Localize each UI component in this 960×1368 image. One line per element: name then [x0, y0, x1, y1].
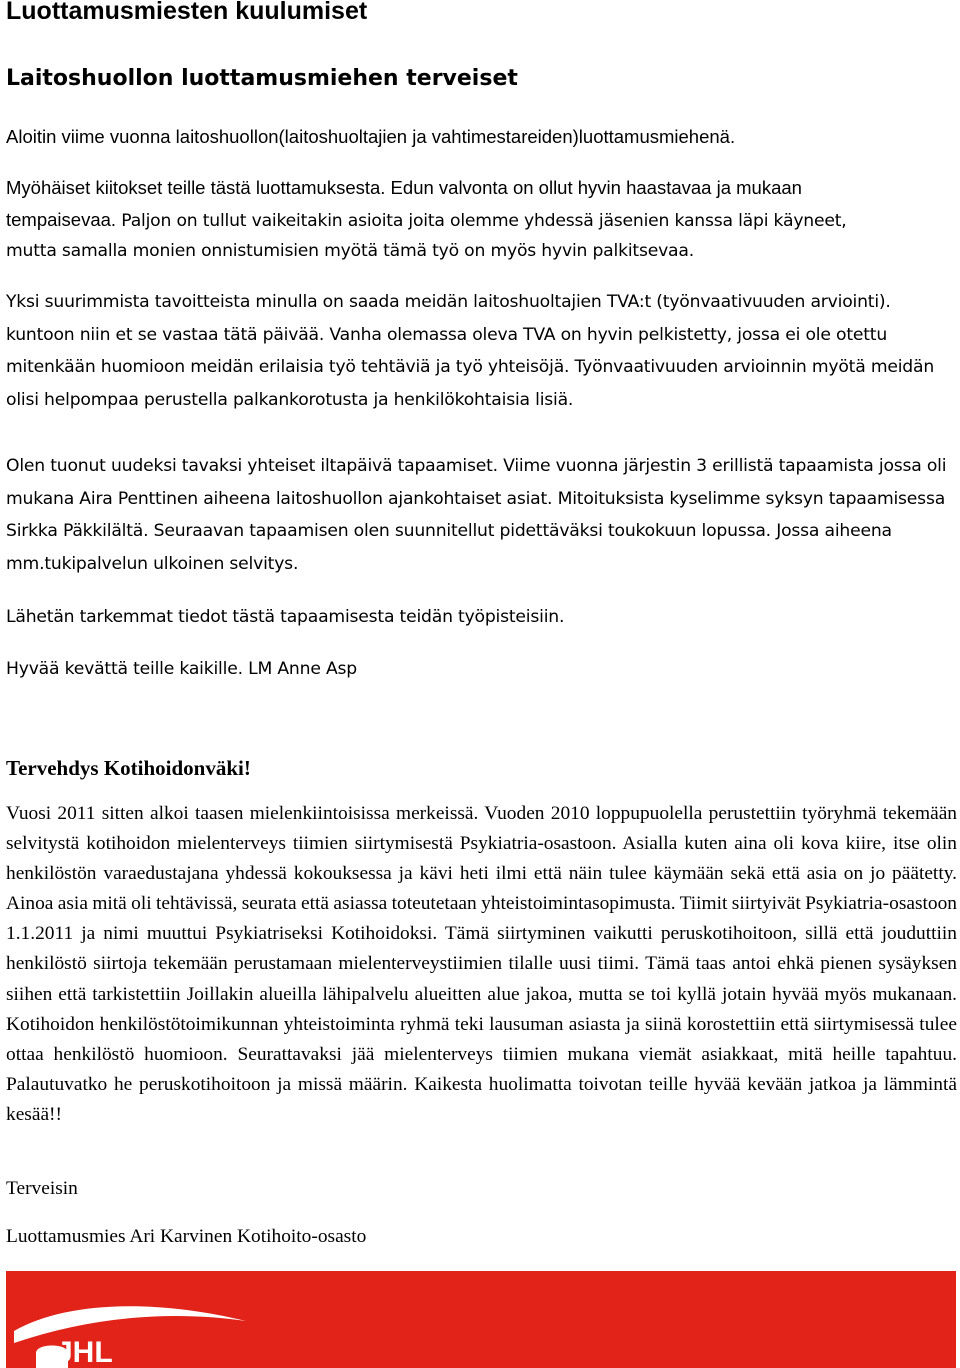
- page-title: Luottamusmiesten kuulumiset: [6, 0, 368, 25]
- closing-text: Terveisin: [6, 1178, 78, 1199]
- jhl-logo: [6, 1271, 956, 1368]
- tva-paragraph: Yksi suurimmista tavoitteista minulla on saada meidän laitoshuoltajien TVA:t (työnvaativuuden arviointi). kuntoon niin et se vastaa tätä päivää. Vanha olemassa oleva TVA on hyvin pelkistetty, jossa ei ole otettu mitenkään huomioon meidän erilaisia työ tehtäviä ja työ yhteisöjä. Työnvaativuuden arvioinnin myötä meidän olisi helpompaa perustella palkankorotusta ja henkilökohtaisia lisiä.: [6, 292, 935, 410]
- intro-line-3: [6, 203, 847, 238]
- intro-line-2: Myöhäiset kiitokset teille tästä luottamuksesta. Edun valvonta on ollut hyvin haastavaa ja mukaan: [6, 177, 802, 198]
- section-title-kotihoito: Tervehdys Kotihoidonväki!: [6, 756, 251, 780]
- greeting-paragraph: Hyvää kevättä teille kaikille. LM Anne Asp: [6, 659, 357, 679]
- intro-line-3-comic: Paljon on tullut vaikeitakin asioita joita olemme yhdessä jäsenien kanssa läpi käyneet,: [116, 211, 847, 231]
- swoosh-icon: [14, 1306, 246, 1343]
- details-paragraph: Lähetän tarkemmat tiedot tästä tapaamisesta teidän työpisteisiin.: [6, 607, 565, 627]
- intro-line-3-start: tempaisevaa.: [6, 209, 117, 230]
- meetings-paragraph: Olen tuonut uudeksi tavaksi yhteiset iltapäivä tapaamiset. Viime vuonna järjestin 3 erillistä tapaamista jossa oli mukana Aira Penttinen aiheena laitoshuollon ajankohtaiset asiat. Mitoituksista kyselimme syksyn tapaamisessa Sirkka Päkkilältä. Seuraavan tapaamisen olen suunnitellut pidettäväksi toukokuun lopussa. Jossa aiheena mm.tukipalvelun ulkoinen selvitys.: [6, 456, 947, 574]
- section-title-laitoshuolto: Laitoshuollon luottamusmiehen terveiset: [6, 66, 518, 91]
- kotihoito-paragraph: Vuosi 2011 sitten alkoi taasen mielenkiintoisissa merkeissä. Vuoden 2010 loppupuolella perustettiin työryhmä tekemään selvitystä kotihoidon mielenterveys tiimien siirtymisestä Psykiatria-osastoon. Asialla kuten aina oli kova kiire, itse olin henkilöstön varaedustajana yhdessä kokouksessa ja kävi heti ilmi että näin tulee käymään sekä että asia on jo päätetty. Ainoa asia mitä oli tehtävissä, seurata että asiassa toteutetaan yhteistoimintasopimusta. Tiimit siirtyivät Psykiatria-osastoon 1.1.2011 ja nimi muuttui Psykiatriseksi Kotihoidoksi. Tämä siirtyminen vaikutti peruskotihoitoon, sillä että jouduttiin henkilöstö siirtoja tekemään perustamaan mielenterveystiimien tilalle uusi tiimi. Tämä taas antoi ehkä pienen sysäyksen siihen että tarkistettiin Joillakin alueilla lähipalvelu alueitten alue jakoa, mutta se toi kyllä jotain hyvää myös mukanaan. Kotihoidon henkilöstötoimikunnan yhteistoiminta ryhmä teki lausuman asiasta ja siinä korostettiin että siirtymisessä tulee ottaa henkilöstö huomioon. Seurattavaksi jää mielenterveys tiimien mukana viemät asiakkaat, mitä heille tapahtuu. Palautuvatko he peruskotihoitoon ja missä määrin. Kaikesta huolimatta toivotan teille hyvää kevään jatkoa ja lämmintä kesää!!: [6, 803, 957, 1125]
- signature-text: Luottamusmies Ari Karvinen Kotihoito-osasto: [6, 1226, 367, 1247]
- intro-line-4: mutta samalla monien onnistumisien myötä tämä työ on myös hyvin palkitsevaa.: [6, 241, 694, 261]
- logo-text: JHL: [56, 1336, 113, 1368]
- intro-line-1: Aloitin viime vuonna laitoshuollon(laitoshuoltajien ja vahtimestareiden)luottamusmiehenä.: [6, 126, 736, 147]
- jhl-logo-banner: [6, 1271, 956, 1368]
